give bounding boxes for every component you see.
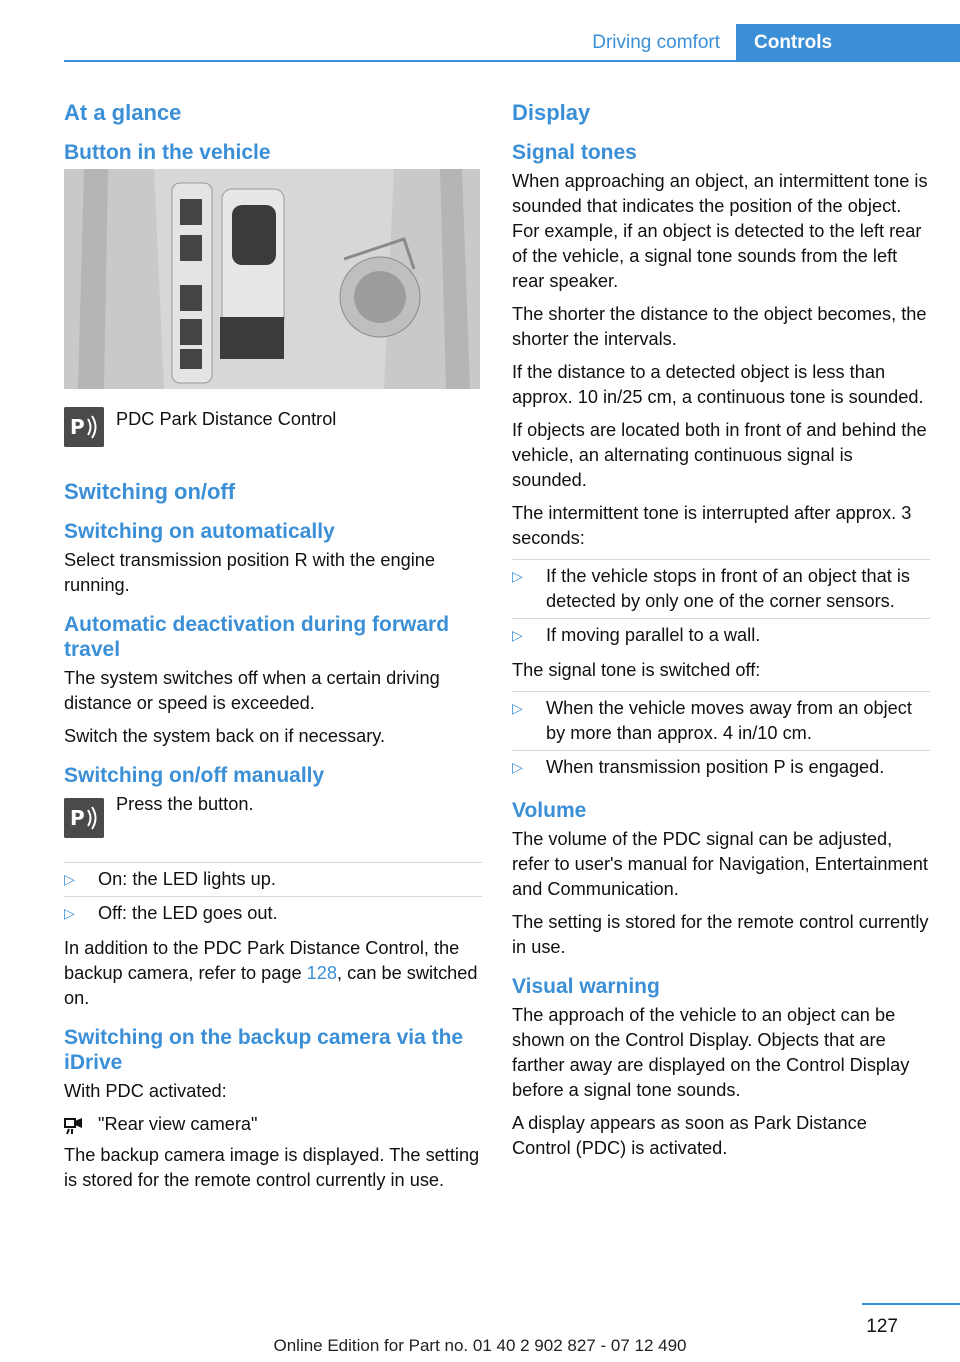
page-link-128[interactable]: 128: [306, 963, 337, 983]
rear-view-camera-label: "Rear view camera": [98, 1114, 258, 1134]
triangle-bullet-icon: ▷: [512, 759, 523, 775]
button-in-vehicle-heading: Button in the vehicle: [64, 141, 271, 164]
backup-text-start: In addition to the PDC Park Distance Control, the backup camera, refer to page: [64, 938, 460, 983]
list-item: [512, 750, 930, 784]
left-column: [64, 100, 482, 1201]
signal-para-2: The shorter the distance to the object becomes, the shorter the intervals.: [512, 304, 927, 349]
pdc-icon: [64, 407, 104, 447]
automatic-deactivation-heading: Automatic deactivation during forward travel: [64, 613, 450, 661]
auto-off-text-2: Switch the system back on if necessary.: [64, 726, 386, 746]
header-section-title: Driving comfort: [592, 32, 720, 53]
list-item-text: If moving parallel to a wall.: [546, 625, 761, 645]
list-item-text: When transmission position P is engaged.: [546, 757, 885, 777]
triangle-bullet-icon: ▷: [512, 627, 523, 643]
off-list: [512, 691, 930, 784]
signal-para-5: The intermittent tone is interrupted after approx. 3 seconds:: [512, 503, 912, 548]
volume-heading: Volume: [512, 799, 587, 822]
pdc-icon-row: [64, 407, 482, 451]
header-rule: [64, 60, 960, 62]
triangle-bullet-icon: ▷: [64, 905, 75, 921]
auto-on-text: Select transmission position R with the engine running.: [64, 550, 436, 595]
rear-view-camera-row: [64, 1112, 482, 1137]
svg-text:P: P: [70, 415, 85, 439]
switching-on-automatically-heading: Switching on automatically: [64, 520, 335, 543]
pdc-icon: [64, 798, 104, 838]
signal-para-3: If the distance to a detected object is less than approx. 10 in/25 cm, a continuous tone is sounded.: [512, 362, 924, 407]
at-a-glance-heading: At a glance: [64, 100, 182, 125]
camera-displayed-text: The backup camera image is displayed. The setting is stored for the remote control currently in use.: [64, 1145, 480, 1190]
auto-off-text-1: The system switches off when a certain driving distance or speed is exceeded.: [64, 668, 440, 713]
triangle-bullet-icon: ▷: [64, 871, 75, 887]
press-button-row: [64, 792, 482, 854]
right-column: [512, 100, 930, 1169]
list-item: [64, 896, 482, 930]
rear-camera-icon: [64, 1115, 90, 1135]
list-item: [512, 559, 930, 618]
interrupt-list: [512, 559, 930, 652]
svg-text:P: P: [70, 806, 85, 830]
switching-manually-heading: Switching on/off manually: [64, 764, 325, 787]
list-item-text: On: the LED lights up.: [98, 869, 276, 889]
pdc-label: PDC Park Distance Control: [116, 409, 337, 429]
backup-text-end: , can be switched on.: [64, 963, 478, 1008]
edition-footer: Online Edition for Part no. 01 40 2 902 827 - 07 12 490: [273, 1336, 687, 1355]
manual-list: [64, 862, 482, 930]
display-heading: Display: [512, 100, 591, 125]
visual-para-2: A display appears as soon as Park Distance Control (PDC) is activated.: [512, 1113, 867, 1158]
page-number: 127: [866, 1316, 898, 1337]
backup-camera-text: [64, 936, 482, 1011]
list-item: [512, 691, 930, 750]
visual-warning-heading: Visual warning: [512, 975, 660, 998]
signal-para-4: If objects are located both in front of and behind the vehicle, an alternating continuous signal is sounded.: [512, 420, 927, 490]
volume-para-1: The volume of the PDC signal can be adjusted, refer to user's manual for Navigation, Entertainment and Communication.: [512, 829, 928, 899]
switched-off-text: The signal tone is switched off:: [512, 660, 761, 680]
press-button-text: Press the button.: [116, 794, 254, 814]
list-item-text: Off: the LED goes out.: [98, 903, 278, 923]
list-item: [512, 618, 930, 652]
list-item: [64, 862, 482, 896]
idrive-heading: Switching on the backup camera via the iDrive: [64, 1026, 464, 1074]
list-item-text: When the vehicle moves away from an object by more than approx. 4 in/10 cm.: [546, 698, 912, 743]
with-pdc-text: With PDC activated:: [64, 1081, 227, 1101]
signal-para-1: When approaching an object, an intermittent tone is sounded that indicates the position of the object. For example, if an object is detected to the left rear of the vehicle, a signal tone sounds from the left rear speaker.: [512, 171, 928, 291]
switching-on-off-heading: Switching on/off: [64, 479, 236, 504]
volume-para-2: The setting is stored for the remote control currently in use.: [512, 912, 929, 957]
footer-rule: [862, 1303, 960, 1305]
triangle-bullet-icon: ▷: [512, 568, 523, 584]
triangle-bullet-icon: ▷: [512, 700, 523, 716]
header-tab-controls: Controls: [736, 24, 960, 62]
visual-para-1: The approach of the vehicle to an object can be shown on the Control Display. Objects that are farther away are displayed on the Control Display before a signal tone sounds.: [512, 1005, 910, 1100]
list-item-text: If the vehicle stops in front of an object that is detected by only one of the corner sensors.: [546, 566, 910, 611]
signal-tones-heading: Signal tones: [512, 141, 637, 164]
console-button-photo: [64, 169, 480, 389]
